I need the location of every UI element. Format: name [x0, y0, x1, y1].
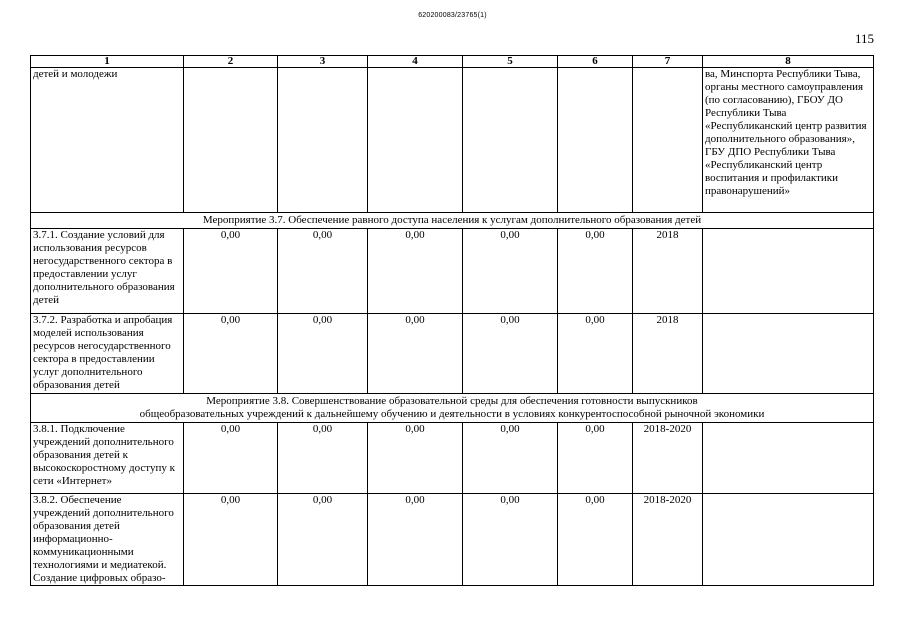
- year-cell: 2018-2020: [633, 494, 703, 586]
- value-cell: 0,00: [463, 423, 558, 494]
- value-cell: 0,00: [184, 494, 278, 586]
- value-cell: 0,00: [368, 494, 463, 586]
- row-name: 3.8.1. Подключение учреждений дополнительного образования детей к высокоскоростному доступу к сети «Интернет»: [31, 423, 184, 494]
- value-cell: 0,00: [184, 229, 278, 314]
- table-row: [31, 423, 874, 494]
- section-title-line1: Мероприятие 3.8. Совершенствование образовательной среды для обеспечения готовности выпускников: [206, 395, 698, 407]
- value-cell: 0,00: [558, 494, 633, 586]
- header-cell: 7: [633, 56, 703, 68]
- value-cell: 0,00: [368, 229, 463, 314]
- year-cell: 2018-2020: [633, 423, 703, 494]
- header-row: [31, 56, 874, 68]
- value-cell: 0,00: [278, 423, 368, 494]
- document-id: 620200083/23765(1): [418, 12, 487, 19]
- section-title-line2: общеобразовательных учреждений к дальнейшему обучению и деятельности в условиях конкурентоспособной рыночной экономики: [139, 408, 765, 420]
- header-cell: 1: [31, 56, 184, 68]
- header-cell: 5: [463, 56, 558, 68]
- value-cell: 0,00: [184, 314, 278, 394]
- value-cell: 0,00: [463, 314, 558, 394]
- value-cell: 0,00: [558, 423, 633, 494]
- value-cell: 0,00: [463, 494, 558, 586]
- header-cell: 2: [184, 56, 278, 68]
- value-cell: 0,00: [278, 229, 368, 314]
- section-row: [31, 394, 874, 423]
- responsible-executors: ва, Минспорта Республики Тыва, органы местного самоуправления (по согласованию), ГБОУ ДО Республики Тыва «Республиканский центр развития дополнительного образования», ГБУ ДПО Республики Тыва «Республиканский центр воспитания и профилактики правонарушений»: [703, 68, 874, 213]
- year-cell: 2018: [633, 314, 703, 394]
- value-cell: 0,00: [368, 314, 463, 394]
- row-name: 3.7.2. Разработка и апробация моделей использования ресурсов негосударственного сектора в предоставлении услуг дополнительного образования детей: [31, 314, 184, 394]
- row-name: 3.7.1. Создание условий для использования ресурсов негосударственного сектора в предоставлении услуг дополнительного образования детей: [31, 229, 184, 314]
- section-title: Мероприятие 3.7. Обеспечение равного доступа населения к услугам дополнительного образования детей: [31, 213, 874, 229]
- header-cell: 4: [368, 56, 463, 68]
- year-cell: 2018: [633, 229, 703, 314]
- value-cell: 0,00: [558, 229, 633, 314]
- section-row: [31, 213, 874, 229]
- table-row: [31, 229, 874, 314]
- table-row: [31, 314, 874, 394]
- value-cell: 0,00: [278, 494, 368, 586]
- program-table: [30, 55, 874, 586]
- header-cell: 3: [278, 56, 368, 68]
- header-cell: 6: [558, 56, 633, 68]
- page-number: 115: [854, 31, 874, 46]
- value-cell: 0,00: [184, 423, 278, 494]
- row-name: 3.8.2. Обеспечение учреждений дополнительного образования детей информационно-коммуникационными технологиями и медиатекой. Создание цифровых образо-: [31, 494, 184, 586]
- row-name: детей и молодежи: [31, 68, 184, 213]
- value-cell: 0,00: [463, 229, 558, 314]
- value-cell: 0,00: [278, 314, 368, 394]
- value-cell: 0,00: [368, 423, 463, 494]
- header-cell: 8: [703, 56, 874, 68]
- table-row: [31, 68, 874, 213]
- table-row: [31, 494, 874, 586]
- value-cell: 0,00: [558, 314, 633, 394]
